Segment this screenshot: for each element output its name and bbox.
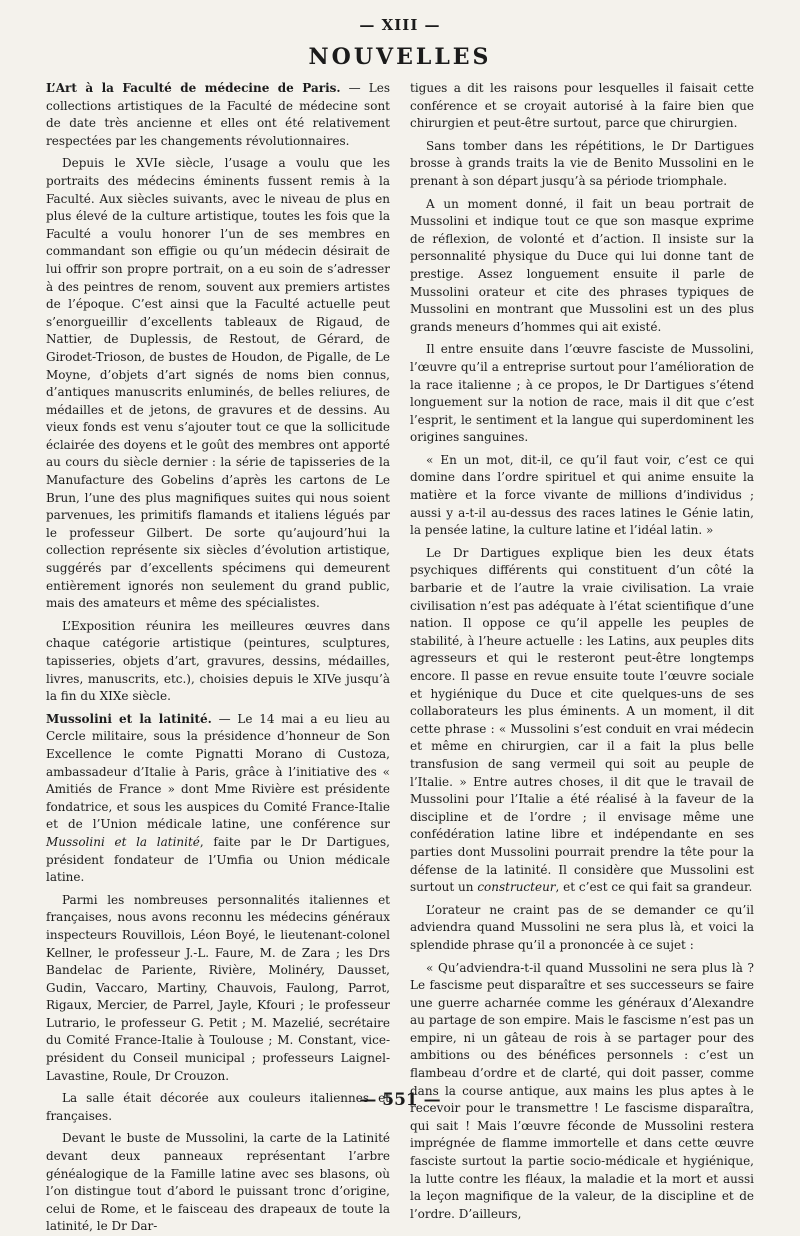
article-2-paragraph: A un moment donné, il fait un beau portrait de Mussolini et indique tout ce que son masque exprime de réflexion, de volonté et d’action. Il insiste sur la personnalité physique du Duce qui lui donne tant de prestige. Assez longuement ensuite il parle de Mussolini orateur et cite des phrases typiques de Mussolini en montrant que Mussolini est un des plus grands meneurs d’hommes qui ait existé. xyxy=(410,196,754,334)
article-1-paragraph: L’Exposition réunira les meilleures œuvres dans chaque catégorie artistique (peintures, sculptures, tapisseries, objets d’art, gravures, dessins, médailles, livres, manuscrits, etc.), choisies depuis le XIVe jusqu’à la fin du XIXe siècle. xyxy=(46,618,390,704)
article-2-paragraph: Parmi les nombreuses personnalités italiennes et françaises, nous avons reconnu les médecins généraux inspecteurs Rouvillois, Léon Boyé, le lieutenant-colonel Kellner, le professeur J.-L. Faure, M. de Zara ; les Drs Bandelac de Pariente, Rivière, Molinéry, Dausset, Gudin, Vaccaro, Martiny, Chauvois, Faulong, Parrot, Rigaux, Mercier, de Parrel, Jayle, Kfouri ; le professeur Lutrario, le professeur G. Petit ; M. Mazelié, secrétaire du Comité France-Italie à Toulouse ; M. Constant, vice-président du Conseil municipal ; professeurs Laignel-Lavastine, Roule, Dr Crouzon. xyxy=(46,892,390,1083)
article-1-paragraph: Depuis le XVIe siècle, l’usage a voulu que les portraits des médecins éminents fussent remis à la Faculté. Aux siècles suivants, avec le niveau de plus en plus élevé de la culture artistique, toutes les fois que la Faculté a voulu honorer l’un de ses membres en commandant son effigie ou qu’un médecin désirait de lui offrir son propre portrait, on a eu soin de s’adresser à des peintres de renom, souvent aux premiers artistes de l’époque. C’est ainsi que la Faculté actuelle peut s’enorgueillir d’excellents tableaux de Rigaud, de Nattier, de Duplessis, de Restout, de Gérard, de Girodet-Trioson, de bustes de Houdon, de Pigalle, de Le Moyne, d’objets d’art signés de noms bien connus, d’antiques manuscrits enluminés, de belles reliures, de médailles et de jetons, de gravures et de dessins. Au vieux fonds est venu s’ajouter tout ce que la sollicitude éclairée des doyens et le goût des membres ont apporté au cours du siècle dernier : la série de tapisseries de la Manufacture des Gobelins d’après les cartons de Le Brun, l’une des plus magnifiques suites qui nous soient parvenues, les primitifs flamands et italiens légués par le professeur Gilbert. De sorte qu’aujourd’hui la collection représente six siècles d’évolution artistique, suggérés par d’excellents spécimens qui demeurent entièrement ignorés non seulement du grand public, mais des amateurs et même des spécialistes. xyxy=(46,156,390,611)
article-1-intro xyxy=(46,80,390,150)
article-2-paragraph: tigues a dit les raisons pour lesquelles il faisait cette conférence et se croyait autorisé à la faire bien que chirurgien et peut-être surtout, parce que chirurgien. xyxy=(410,81,754,131)
conference-title: Mussolini et la latinité xyxy=(46,834,200,849)
page-folio: — XIII — xyxy=(359,16,441,34)
article-2-intro-end: , faite par le Dr Dartigues, président fondateur de l’Umfia ou Union médicale latine. xyxy=(46,834,390,885)
right-column xyxy=(410,80,754,1221)
article-2-quote: « Qu’adviendra-t-il quand Mussolini ne sera plus là ? Le fascisme peut disparaître et ses successeurs se faire une guerre acharnée comme les généraux d’Alexandre au partage de son empire. Mais le fascisme n’est pas un empire, ni un gâteau de rois à se partager pour des ambitions ou des bénéfices personnels : c’est un flambeau d’ordre et de clarté, qui doit passer, comme dans la course antique, aux mains les plus aptes à le recevoir pour le transmettre ! Le fascisme disparaîtra, qui sait ! Mais l’œuvre féconde de Mussolini restera imprégnée de flamme immortelle et dans cette œuvre fasciste surtout la partie socio-médicale et hygiénique, la lutte contre les fléaux, la maladie et la mort et aussi la leçon magnifique de la valeur, de la discipline et de l’ordre. D’ailleurs, xyxy=(410,960,754,1221)
page-number: — 551 — xyxy=(359,1090,441,1110)
article-2-paragraph xyxy=(410,545,754,897)
section-title: NOUVELLES xyxy=(308,44,492,70)
paragraph-text: Le Dr Dartigues explique bien les deux états psychiques différents qui constituent d’un côté la barbarie et de l’autre la vraie civilisation. La vraie civilisation n’est pas adéquate à l’état scientifique d’une nation. Il oppose ce qu’il appelle les peuples de stabilité, à l’heure actuelle : les Latins, aux peuples dits agresseurs et qui le resteront peut-être longtemps encore. Il passe en revue ensuite toute l’œuvre sociale et hygiénique du Duce et cite quelques-uns de ses collaborateurs les plus éminents. A un moment, il dit cette phrase : « Mussolini s’est conduit en vrai médecin et même en chirurgien, car il a fait la plus belle transfusion de sang vermeil qui soit au peuple de l’Italie. » Entre autres choses, il dit que le travail de Mussolini pour l’Italie a été réalisé à la faveur de la discipline et de l’ordre ; il envisage même une confédération latine libre et indépendante en ses parties dont Mussolini pourrait prendre la tête pour la défense de la latinité. Il considère que Mussolini est surtout un xyxy=(410,545,754,895)
article-2-intro-text: — Le 14 mai a eu lieu au Cercle militaire, sous la présidence d’honneur de Son Excellence le comte Pignatti Morano di Custoza, ambassadeur d’Italie à Paris, grâce à l’initiative des « Amitiés de France » dont Mme Rivière est présidente fondatrice, et sous les auspices du Comité France-Italie et de l’Union médicale latine, une conférence sur xyxy=(46,711,390,832)
emphasis-word: constructeur xyxy=(477,880,556,895)
paragraph-text-end: , et c’est ce qui fait sa grandeur. xyxy=(555,880,753,895)
article-2-quote: « En un mot, dit-il, ce qu’il faut voir, c’est ce qui domine dans l’ordre spirituel et qui anime ensuite la matière et la force vivante de millions d’individus ; aussi y a-t-il au-dessus des races latines le Génie latin, la pensée latine, la culture latine et l’idéal latin. » xyxy=(410,452,754,538)
article-1-intro-text: — Les collections artistiques de la Faculté de médecine sont de date très ancienne et elles ont été relativement respectées par les changements révolutionnaires. xyxy=(46,81,390,148)
article-2-heading: Mussolini et la latinité. xyxy=(46,711,212,726)
article-2-paragraph: L’orateur ne craint pas de se demander ce qu’il adviendra quand Mussolini ne sera plus là, et voici la splendide phrase qu’il a prononcée à ce sujet : xyxy=(410,902,754,952)
article-2-paragraph: Devant le buste de Mussolini, la carte de la Latinité devant deux panneaux représentant l’arbre généalogique de la Famille latine avec ses blasons, où l’on distingue tout d’abord le puissant tronc d’origine, celui de Rome, et le faisceau des drapeaux de toute la latinité, le Dr Dar- xyxy=(46,1131,390,1234)
left-column xyxy=(46,80,390,1234)
article-2-paragraph: Sans tomber dans les répétitions, le Dr Dartigues brosse à grands traits la vie de Benito Mussolini en le prenant à son départ jusqu’à sa période triomphale. xyxy=(410,138,754,188)
article-2-paragraph: Il entre ensuite dans l’œuvre fasciste de Mussolini, l’œuvre qu’il a entreprise surtout pour l’amélioration de la race italienne ; à ce propos, le Dr Dartigues s’étend longuement sur la notion de race, mais il dit que c’est l’esprit, le sentiment et la langue qui superdominent les origines sanguines. xyxy=(410,342,754,445)
article-1-heading: L’Art à la Faculté de médecine de Paris. xyxy=(46,81,341,95)
article-2-paragraph: La salle était décorée aux couleurs italiennes et françaises. xyxy=(46,1091,390,1123)
article-2-intro xyxy=(46,711,390,887)
